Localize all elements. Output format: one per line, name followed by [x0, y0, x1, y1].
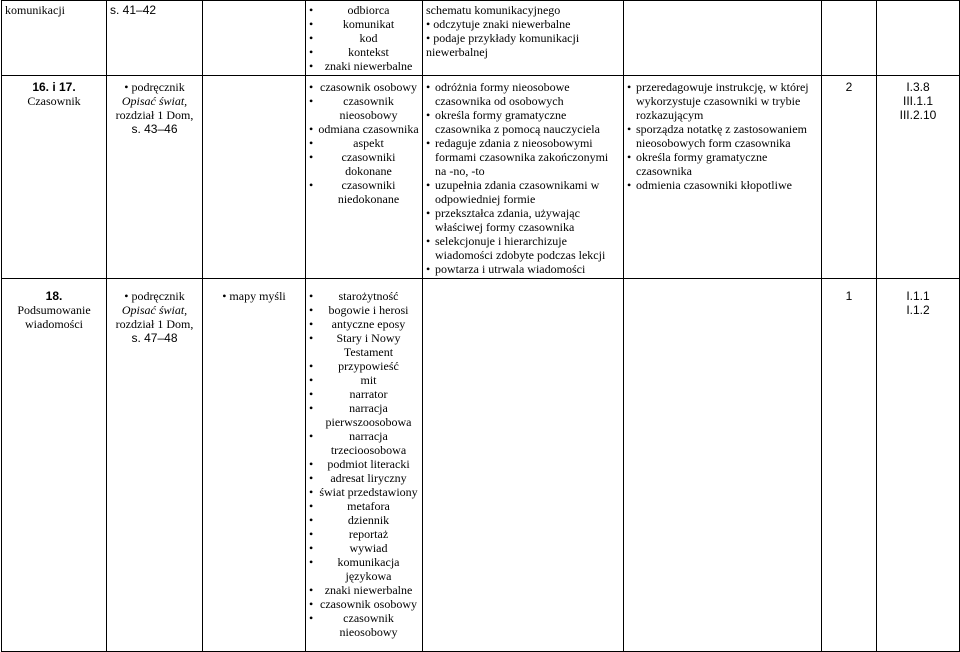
method-item: • mapy myśli [222, 289, 286, 303]
concepts-cell [306, 279, 423, 652]
concept-item: • wywiad [309, 541, 419, 555]
extended-requirement-item: • przeredagowuje instrukcję, w której wykorzystuje czasowniki w trybie rozkazującym [627, 80, 818, 122]
concept-item: • Stary i Nowy Testament [309, 331, 419, 359]
basic-requirement-item: • powtarza i utrwala wiadomości [426, 262, 620, 276]
concept-item: • dziennik [309, 513, 419, 527]
core-curriculum-cell [877, 279, 960, 652]
requirements-text: schematu komunikacyjnego [426, 3, 561, 17]
extended-requirements-cell [624, 279, 822, 652]
concept-item: • bogowie i herosi [309, 303, 419, 317]
requirements-text: • podaje przykłady komunikacji niewerbalnej [426, 31, 580, 59]
basic-requirements-cell [423, 279, 624, 652]
concept-item: • odbiorca [309, 3, 419, 17]
basic-requirements-cell [423, 1, 624, 76]
concept-item: • odmiana czasownika [309, 122, 419, 136]
basic-requirement-item: • przekształca zdania, używając właściwej formy czasownika [426, 206, 620, 234]
pages: s. 43–46 [131, 122, 178, 136]
extended-requirements-cell [624, 76, 822, 279]
basic-requirement-item: • selekcjonuje i hierarchizuje wiadomości zdobyte podczas lekcji [426, 234, 620, 262]
extended-requirement-item: • określa formy gramatyczne czasownika [627, 150, 818, 178]
extended-requirements-cell [624, 1, 822, 76]
concept-item: • podmiot literacki [309, 457, 419, 471]
lesson-cell [2, 279, 107, 652]
basic-requirement-item: • określa formy gramatyczne czasownika z pomocą nauczyciela [426, 108, 620, 136]
materials-cell: s. 41–42 [107, 1, 203, 76]
book-title: Opisać świat, [121, 303, 188, 317]
concept-item: • adresat liryczny [309, 471, 419, 485]
hours-cell: 2 [822, 76, 877, 279]
book-title: Opisać świat, [121, 94, 188, 108]
core-curriculum-code: I.3.8 [906, 80, 930, 94]
concept-item: • komunikacja językowa [309, 555, 419, 583]
materials-cell [107, 76, 203, 279]
concept-item: • czasowniki niedokonane [309, 178, 419, 206]
concept-item: • narracja pierwszoosobowa [309, 401, 419, 429]
basic-requirement-item: • redaguje zdania z nieosobowymi formami czasownika zakończonymi na -no, -to [426, 136, 620, 178]
concept-item: • komunikat [309, 17, 419, 31]
extended-requirement-item: • odmienia czasowniki kłopotliwe [627, 178, 818, 192]
requirements-text: • odczytuje znaki niewerbalne [426, 17, 571, 31]
lesson-title: Podsumowanie wiadomości [17, 303, 91, 331]
lesson-title: Czasownik [27, 94, 81, 108]
concept-item: • narracja trzecioosobowa [309, 429, 419, 457]
concept-item: • kod [309, 31, 419, 45]
core-curriculum-code: III.1.1 [902, 94, 934, 108]
concepts-list [309, 289, 419, 639]
core-curriculum-cell [877, 76, 960, 279]
concept-item: • kontekst [309, 45, 419, 59]
concept-item: • reportaż [309, 527, 419, 541]
table-row [2, 76, 960, 279]
basic-requirement-item: • uzupełnia zdania czasownikami w odpowiedniej formie [426, 178, 620, 206]
materials-cell [107, 279, 203, 652]
concept-item: • mit [309, 373, 419, 387]
chapter: rozdział 1 Dom, [115, 317, 194, 331]
core-curriculum-cell [877, 1, 960, 76]
concept-item: • czasownik nieosobowy [309, 611, 419, 639]
methods-cell [203, 279, 306, 652]
lesson-number: 18. [45, 289, 63, 303]
core-list [880, 289, 956, 317]
book-label: • podręcznik [124, 289, 185, 303]
methods-cell [203, 1, 306, 76]
core-curriculum-code: I.1.2 [906, 303, 930, 317]
concept-item: • znaki niewerbalne [309, 59, 419, 73]
pages: s. 47–48 [131, 331, 178, 345]
lesson-cell: komunikacji [2, 1, 107, 76]
concept-item: • czasownik osobowy [309, 597, 419, 611]
concept-item: • świat przedstawiony [309, 485, 419, 499]
extended-requirement-item: • sporządza notatkę z zastosowaniem nieosobowych form czasownika [627, 122, 818, 150]
concept-item: • czasownik osobowy [309, 80, 419, 94]
curriculum-table [1, 0, 960, 652]
concept-item: • czasowniki dokonane [309, 150, 419, 178]
concept-item: • narrator [309, 387, 419, 401]
lesson-cell [2, 76, 107, 279]
concept-item: • starożytność [309, 289, 419, 303]
core-list [880, 80, 956, 122]
methods-cell [203, 76, 306, 279]
concept-item: • czasownik nieosobowy [309, 94, 419, 122]
concept-item: • aspekt [309, 136, 419, 150]
table-row [2, 1, 960, 76]
concept-item: • przypowieść [309, 359, 419, 373]
extended-requirements-list [627, 80, 818, 192]
table-row [2, 279, 960, 652]
concept-item: • antyczne eposy [309, 317, 419, 331]
concepts-list [309, 3, 419, 73]
core-curriculum-code: I.1.1 [906, 289, 930, 303]
core-curriculum-code: III.2.10 [899, 108, 937, 122]
concept-item: • znaki niewerbalne [309, 583, 419, 597]
lesson-number: 16. i 17. [32, 80, 76, 94]
hours-cell: 1 [822, 279, 877, 652]
concepts-cell [306, 76, 423, 279]
basic-requirements-list [426, 80, 620, 276]
basic-requirements-cell [423, 76, 624, 279]
concepts-cell [306, 1, 423, 76]
concept-item: • metafora [309, 499, 419, 513]
book-label: • podręcznik [124, 80, 185, 94]
hours-cell [822, 1, 877, 76]
chapter: rozdział 1 Dom, [115, 108, 194, 122]
basic-requirement-item: • odróżnia formy nieosobowe czasownika od osobowych [426, 80, 620, 108]
concepts-list [309, 80, 419, 206]
